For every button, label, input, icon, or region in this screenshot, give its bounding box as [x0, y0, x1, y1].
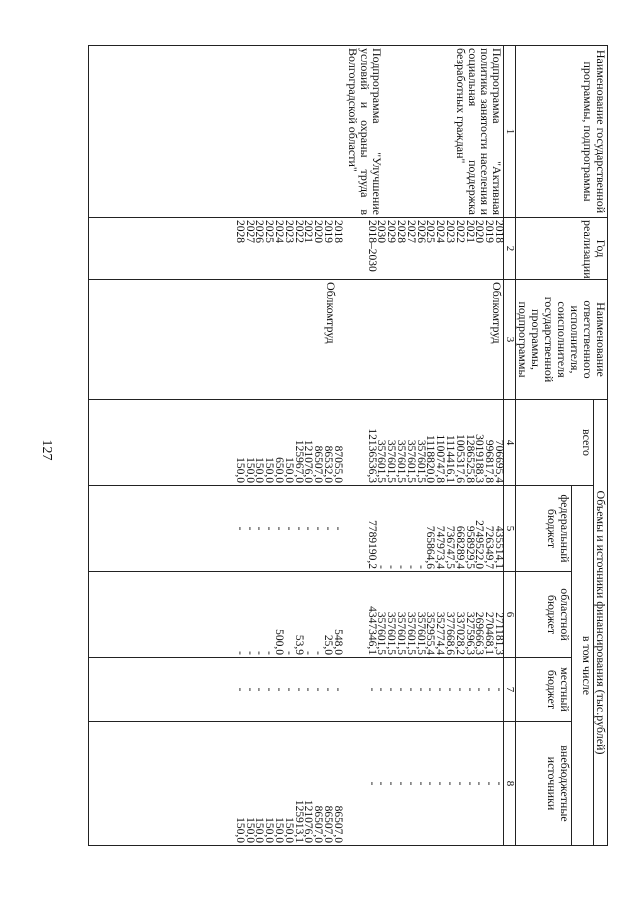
subprogram-2-name: Подпрограмма "Улучшение условий и охраны труда в Волгоградской области" — [346, 48, 384, 215]
cell-year: 2020 — [473, 220, 486, 243]
cell-local: - — [385, 687, 398, 692]
page-number: 127 — [39, 439, 54, 461]
cell-regional: 357601,5 — [404, 611, 417, 655]
cell-total: 357601,5 — [385, 439, 398, 483]
cell-federal: - — [331, 526, 344, 531]
cell-regional: 357601,5 — [375, 611, 388, 655]
cell-local: - — [463, 687, 476, 692]
header-total: всего — [516, 400, 594, 486]
cell-offbudget: 86507,0 — [331, 805, 344, 843]
cell-offbudget: - — [483, 781, 496, 786]
cell-year: 2026 — [414, 220, 427, 243]
cell-local: - — [322, 687, 335, 692]
cell-regional: 352955,4 — [424, 611, 437, 655]
cell-federal: - — [263, 526, 276, 531]
cell-offbudget: - — [395, 781, 408, 786]
cell-year: 2024 — [273, 220, 286, 243]
cell-offbudget: - — [424, 781, 437, 786]
cell-federal: 668289,4 — [453, 525, 466, 569]
cell-offbudget: 150,0 — [263, 817, 276, 843]
subprogram-1-name: Подпрограмма "Активная политика занятости населения и социальная поддержка безработных граждан" — [454, 48, 504, 215]
cell-year: 2029 — [385, 220, 398, 243]
cell-federal: - — [395, 565, 408, 569]
cell-regional: - — [282, 651, 295, 655]
col-number: 7 — [504, 658, 516, 722]
header-regional: областной бюджет — [516, 572, 572, 658]
cell-federal: - — [253, 526, 266, 531]
cell-year: 2023 — [444, 220, 457, 243]
cell-federal: - — [404, 565, 417, 569]
cell-regional: 4347346,1 — [365, 606, 378, 655]
cell-local: - — [273, 687, 286, 692]
cell-regional: 500,0 — [273, 629, 286, 655]
cell-federal: - — [292, 526, 305, 531]
cell-local: - — [375, 687, 388, 692]
local-column — [89, 658, 504, 722]
header-offbudget: внебюджетные источники — [516, 722, 572, 846]
cell-total: 706695,4 — [493, 439, 505, 483]
col-number: 6 — [504, 572, 516, 658]
cell-offbudget: - — [463, 781, 476, 786]
cell-regional: 271181,3 — [493, 612, 505, 655]
header-in-total: в том числе — [572, 486, 594, 846]
cell-regional: - — [312, 651, 325, 655]
cell-offbudget: 150,0 — [273, 817, 286, 843]
cell-federal: - — [385, 565, 398, 569]
cell-federal: - — [312, 526, 325, 531]
cell-total: 150,0 — [253, 457, 266, 483]
cell-year: 2018 — [493, 220, 505, 243]
cell-total: 150,0 — [263, 457, 276, 483]
cell-year: 2021 — [463, 220, 476, 243]
col-number: 5 — [504, 486, 516, 572]
cell-total: 357601,5 — [395, 439, 408, 483]
total-column — [89, 400, 504, 486]
cell-regional: 327596,3 — [463, 611, 476, 655]
cell-total: 150,0 — [282, 457, 295, 483]
cell-year: 2019 — [322, 220, 335, 243]
cell-offbudget: - — [375, 781, 388, 786]
cell-offbudget: 150,0 — [253, 817, 266, 843]
executor-column — [89, 280, 504, 400]
cell-local: - — [312, 687, 325, 692]
header-funding: Объемы и источники финансирования (тыс.рублей) — [594, 400, 608, 846]
cell-local: - — [453, 687, 466, 692]
cell-regional: 53,9 — [292, 634, 305, 655]
name-column — [89, 46, 504, 218]
cell-federal: 726349,7 — [483, 525, 496, 569]
cell-local: - — [444, 687, 457, 692]
subprogram-1-executor: Облкомтруд — [490, 282, 504, 344]
cell-federal: 736747,5 — [444, 525, 457, 569]
col-number: 1 — [504, 46, 516, 218]
cell-regional: - — [243, 651, 256, 655]
cell-offbudget: - — [493, 781, 505, 786]
cell-federal: - — [282, 526, 295, 531]
cell-total: 86532,0 — [322, 445, 335, 483]
cell-year: 2019 — [483, 220, 496, 243]
cell-year: 2022 — [453, 220, 466, 243]
regional-column — [89, 572, 504, 658]
subprogram-2-executor: Облкомтруд — [324, 282, 338, 344]
cell-federal: - — [273, 526, 286, 531]
cell-total: 1005317,6 — [453, 434, 466, 483]
header-executor: Наименование ответственного исполнителя, соисполнителя государственной программы, подпрограммы — [516, 280, 608, 400]
cell-total: 1118820,0 — [424, 434, 437, 483]
cell-federal: 2749522,0 — [473, 520, 486, 569]
cell-local: - — [424, 687, 437, 692]
header-local: местный бюджет — [516, 658, 572, 722]
cell-offbudget: - — [434, 781, 447, 786]
cell-total: 150,0 — [233, 457, 246, 483]
cell-federal: 958929,5 — [463, 525, 476, 569]
cell-year: 2021 — [302, 220, 315, 243]
cell-year: 2023 — [282, 220, 295, 243]
cell-total: 86507,0 — [312, 445, 325, 483]
federal-column — [89, 486, 504, 572]
cell-total: 650,0 — [273, 457, 286, 483]
cell-local: - — [243, 687, 256, 692]
cell-regional: - — [233, 651, 246, 655]
cell-year: 2030 — [375, 220, 388, 243]
cell-regional: - — [253, 651, 266, 655]
col-number: 8 — [504, 722, 516, 846]
cell-local: - — [365, 687, 378, 692]
cell-year: 2026 — [253, 220, 266, 243]
cell-regional: 352774,4 — [434, 611, 447, 655]
col-number: 4 — [504, 400, 516, 486]
cell-regional: 337028,2 — [453, 611, 466, 655]
cell-year: 2028 — [233, 220, 246, 243]
cell-local: - — [493, 687, 505, 692]
offbudget-column — [89, 722, 504, 846]
cell-federal: - — [375, 565, 388, 569]
cell-year: 2024 — [434, 220, 447, 243]
header-year: Год реализации — [516, 218, 608, 280]
cell-local: - — [414, 687, 427, 692]
cell-offbudget: 150,0 — [233, 817, 246, 843]
cell-regional: - — [302, 651, 315, 655]
cell-offbudget: - — [385, 781, 398, 786]
cell-local: - — [302, 687, 315, 692]
year-column — [89, 218, 504, 280]
cell-regional: 25,0 — [322, 634, 335, 655]
cell-local: - — [473, 687, 486, 692]
cell-federal: 765864,6 — [424, 525, 437, 569]
cell-federal: 747973,4 — [434, 525, 447, 569]
cell-total: 357601,5 — [404, 439, 417, 483]
cell-federal: - — [233, 526, 246, 531]
cell-offbudget: 121076,0 — [302, 799, 315, 843]
cell-local: - — [404, 687, 417, 692]
cell-total: 87055,0 — [331, 445, 344, 483]
cell-federal: 435514,1 — [493, 525, 505, 569]
col-number: 3 — [504, 280, 516, 400]
cell-local: - — [395, 687, 408, 692]
cell-total: 3019188,3 — [473, 434, 486, 483]
cell-local: - — [434, 687, 447, 692]
cell-offbudget: - — [365, 781, 378, 786]
cell-year: 2022 — [292, 220, 305, 243]
cell-local: - — [282, 687, 295, 692]
cell-federal: - — [414, 565, 427, 569]
cell-regional: 269666,3 — [473, 611, 486, 655]
cell-offbudget: - — [473, 781, 486, 786]
cell-regional: 377668,6 — [444, 611, 457, 655]
cell-regional: 548,0 — [331, 629, 344, 655]
funding-table — [88, 45, 608, 846]
cell-local: - — [331, 687, 344, 692]
cell-regional: 357601,5 — [385, 611, 398, 655]
cell-regional: 357601,5 — [414, 611, 427, 655]
cell-offbudget: 86507,0 — [312, 805, 325, 843]
cell-total: 357601,5 — [375, 439, 388, 483]
cell-offbudget: - — [414, 781, 427, 786]
cell-local: - — [233, 687, 246, 692]
cell-federal: - — [322, 526, 335, 531]
cell-total: 357601,5 — [414, 439, 427, 483]
cell-local: - — [253, 687, 266, 692]
cell-total: 150,0 — [243, 457, 256, 483]
cell-total: 996817,8 — [483, 439, 496, 483]
cell-offbudget: 150,0 — [282, 817, 295, 843]
cell-local: - — [292, 687, 305, 692]
cell-year: 2027 — [404, 220, 417, 243]
cell-regional: 270468,1 — [483, 611, 496, 655]
cell-year: 2028 — [395, 220, 408, 243]
cell-total: 125967,0 — [292, 439, 305, 483]
cell-total: 12136536,3 — [365, 428, 378, 483]
header-federal: федеральный бюджет — [516, 486, 572, 572]
cell-total: 1286525,8 — [463, 434, 476, 483]
cell-total: 1114416,1 — [444, 434, 457, 483]
cell-offbudget: 125913,1 — [292, 799, 305, 843]
cell-local: - — [483, 687, 496, 692]
cell-year: 2020 — [312, 220, 325, 243]
cell-offbudget: - — [404, 781, 417, 786]
cell-total: 1100747,8 — [434, 434, 447, 483]
cell-regional: 357601,5 — [395, 611, 408, 655]
cell-federal: - — [302, 526, 315, 531]
header-name: Наименование государственной программы, подпрограммы — [516, 46, 608, 218]
cell-local: - — [263, 687, 276, 692]
cell-federal: 7789190,2 — [365, 520, 378, 569]
cell-year: 2025 — [424, 220, 437, 243]
cell-regional: - — [263, 651, 276, 655]
cell-year: 2025 — [263, 220, 276, 243]
cell-offbudget: - — [453, 781, 466, 786]
cell-offbudget: 86507,0 — [322, 805, 335, 843]
cell-offbudget: - — [444, 781, 457, 786]
cell-offbudget: 150,0 — [243, 817, 256, 843]
cell-year: 2018–2030 — [365, 220, 378, 272]
cell-year: 2027 — [243, 220, 256, 243]
cell-federal: - — [243, 526, 256, 531]
rotated-page — [88, 45, 608, 845]
col-number: 2 — [504, 218, 516, 280]
cell-total: 121076,0 — [302, 439, 315, 483]
cell-year: 2018 — [331, 220, 344, 243]
